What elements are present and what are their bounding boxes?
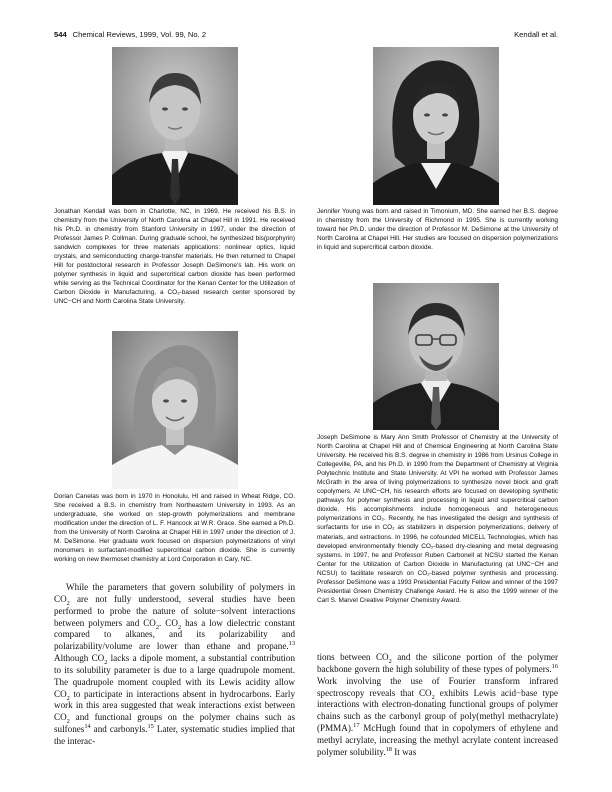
- subscript: 2: [431, 693, 435, 701]
- text-run: . CO: [159, 617, 178, 628]
- journal-citation: Chemical Reviews, 1999, Vol. 99, No. 2: [72, 30, 207, 39]
- text-run: McHugh found that in copolymers of ethylene and methyl acrylate, increasing the methyl acrylate content increased polymer solubility.: [317, 723, 558, 757]
- text-run: and carbonyls.: [90, 724, 148, 735]
- text-run: lacks a dipole moment, a substantial contribution to its solubility parameter is due to a large quadrupole moment. The quadrupole moment coupled with its Lewis acidity allow CO: [54, 653, 296, 699]
- subscript: 2: [104, 658, 108, 666]
- text-run: are not fully understood, several studies have been performed to probe the nature of solute−solvent interactions between polymers and CO: [54, 593, 295, 628]
- reference-number: 13: [288, 640, 295, 648]
- reference-number: 15: [147, 723, 154, 731]
- text-run: Although CO: [54, 653, 105, 664]
- subscript: 2: [66, 599, 70, 607]
- subscript: 2: [177, 623, 182, 631]
- body-paragraph-right: [317, 652, 558, 759]
- portrait-woman-dark-hair-icon: [373, 47, 499, 205]
- text-run: exhibits Lewis acid−base type interactions with electron-donating functional groups of polymer chains such as the carbonyl group of poly(methyl methacrylate) (PMMA).: [317, 687, 558, 734]
- page-number: 544: [54, 30, 67, 39]
- subscript: 2: [388, 657, 392, 665]
- text-run: While the parameters that govern solubility of polymers in CO: [54, 582, 295, 604]
- portrait-photo-young: [373, 47, 499, 205]
- portrait-photo-desimone: [373, 283, 499, 430]
- subscript: 2: [155, 623, 160, 631]
- bio-kendall: Jonathan Kendall was born in Charlotte, NC, in 1969. He received his B.S. in chemistry from the University of North Carolina at Chapel Hill in 1991. He received his Ph.D. in chemistry from Stanford University in 1997, under the direction of Professor James P. Collman. During graduate school, he synthesized bis(porphyrin) sandwich complexes for three materials applications: nonlinear optics, liquid crystals, and semiconducting charge-transfer materials. He then returned to Chapel Hill for postdoctoral research in Professor Joseph DeSimone’s lab. His work on polymer synthesis in liquid and supercritical carbon dioxide has been performed while serving as the Technical Coordinator for the Kenan Center for the Utilization of Carbon Dioxide in Manufacturing, a CO₂-based research center sponsored by UNC−CH and North Carolina State University.: [54, 208, 295, 306]
- text-run: Later, systematic studies implied that the interac-: [54, 724, 295, 746]
- portrait-photo-canelas: [112, 331, 238, 489]
- text-run: and functional groups on the polymer chains such as sulfones: [54, 712, 295, 735]
- subscript: 2: [66, 694, 70, 702]
- body-paragraph-left: [54, 582, 295, 748]
- bio-canelas: Dorian Canelas was born in 1970 in Honolulu, HI and raised in Wheat Ridge, CO. She received a B.S. in chemistry from Northeastern University in 1993. As an undergraduate, she worked on step-growth polymerizations and membrane modification under the direction of L. F. Hancock at W.R. Grace. She earned a Ph.D. from the University of North Carolina at Chapel Hill in 1997 under the direction of J. M. DeSimone. Her graduate work focused on dispersion polymerizations of vinyl monomers in surfactant-modified supercritical carbon dioxide. She is currently working on new thermoset chemistry at Lord Corporation in Cary, NC.: [54, 493, 295, 564]
- text-run: to participate in interactions absent in hydrocarbons. Early work in this area suggested that weak interactions exist between CO: [54, 688, 295, 723]
- running-header-authors: Kendall et al.: [514, 30, 558, 39]
- text-run: has a low dielectric constant compared to alkanes, and its polarizability and polarizability/volume are lower than ethane and propane.: [54, 617, 295, 652]
- portrait-man-suit-icon: [112, 47, 238, 205]
- bio-desimone: Joseph DeSimone is Mary Ann Smith Professor of Chemistry at the University of North Carolina at Chapel Hill and of Chemical Engineering at North Carolina State University. He received his B.S. degree in chemistry in 1986 from Ursinus College in Collegeville, PA, and his Ph.D. in 1990 from the Department of Chemistry at Virginia Polytechnic Institute and State University. At VPI he worked with Professor James McGrath in the area of living polymerizations to synthesize novel block and graft copolymers. At UNC−CH, his research efforts are focused on developing synthetic pathways for polymer synthesis and processing in liquid and supercritical carbon dioxide. His accomplishments include homogeneous and heterogeneous polymerizations in CO₂. Recently, he has investigated the design and synthesis of surfactants for use in CO₂ as stabilizers in dispersion polymerizations, delivery of materials, and extractions. In 1996, he cofounded MICELL Technologies, which has developed environmentally friendly CO₂-based dry-cleaning and metal degreasing systems. In 1997, he and Professor Ruben Carbonell at NCSU started the Kenan Center for the Utilization of Carbon Dioxide in Manufacturing (at UNC−CH and NCSU) to facilitate research on CO₂-based polymer synthesis and processing. Professor DeSimone was a 1993 Presidential Faculty Fellow and winner of the 1997 Presidential Green Chemistry Challenge Award. He is also the 1999 winner of the Carl S. Marvel Creative Polymer Chemistry Award.: [317, 434, 558, 604]
- reference-number: 16: [551, 662, 558, 670]
- subscript: 2: [66, 718, 70, 726]
- bio-young: Jennifer Young was born and raised in Timonium, MD. She earned her B.S. degree in chemistry from the University of Richmond in 1995. She is currently working toward her Ph.D. under the direction of Professor M. DeSimone at the University of North Carolina at Chapel Hill. Her studies are focused on dispersion polymerizations in liquid and supercritical carbon dioxide.: [317, 208, 558, 252]
- reference-number: 14: [84, 723, 91, 731]
- running-header-left: [54, 30, 206, 39]
- portrait-man-glasses-icon: [373, 283, 499, 430]
- text-run: It was: [391, 746, 417, 757]
- text-run: and the silicone portion of the polymer backbone govern the high solubility of these types of polymers.: [317, 652, 558, 674]
- reference-number: 17: [353, 722, 360, 730]
- text-run: tions between CO: [317, 652, 389, 662]
- text-run: Work involving the use of Fourier transform infrared spectroscopy reveals that CO: [317, 675, 558, 698]
- portrait-photo-kendall: [112, 47, 238, 205]
- portrait-woman-blonde-icon: [112, 331, 238, 489]
- reference-number: 18: [385, 745, 392, 753]
